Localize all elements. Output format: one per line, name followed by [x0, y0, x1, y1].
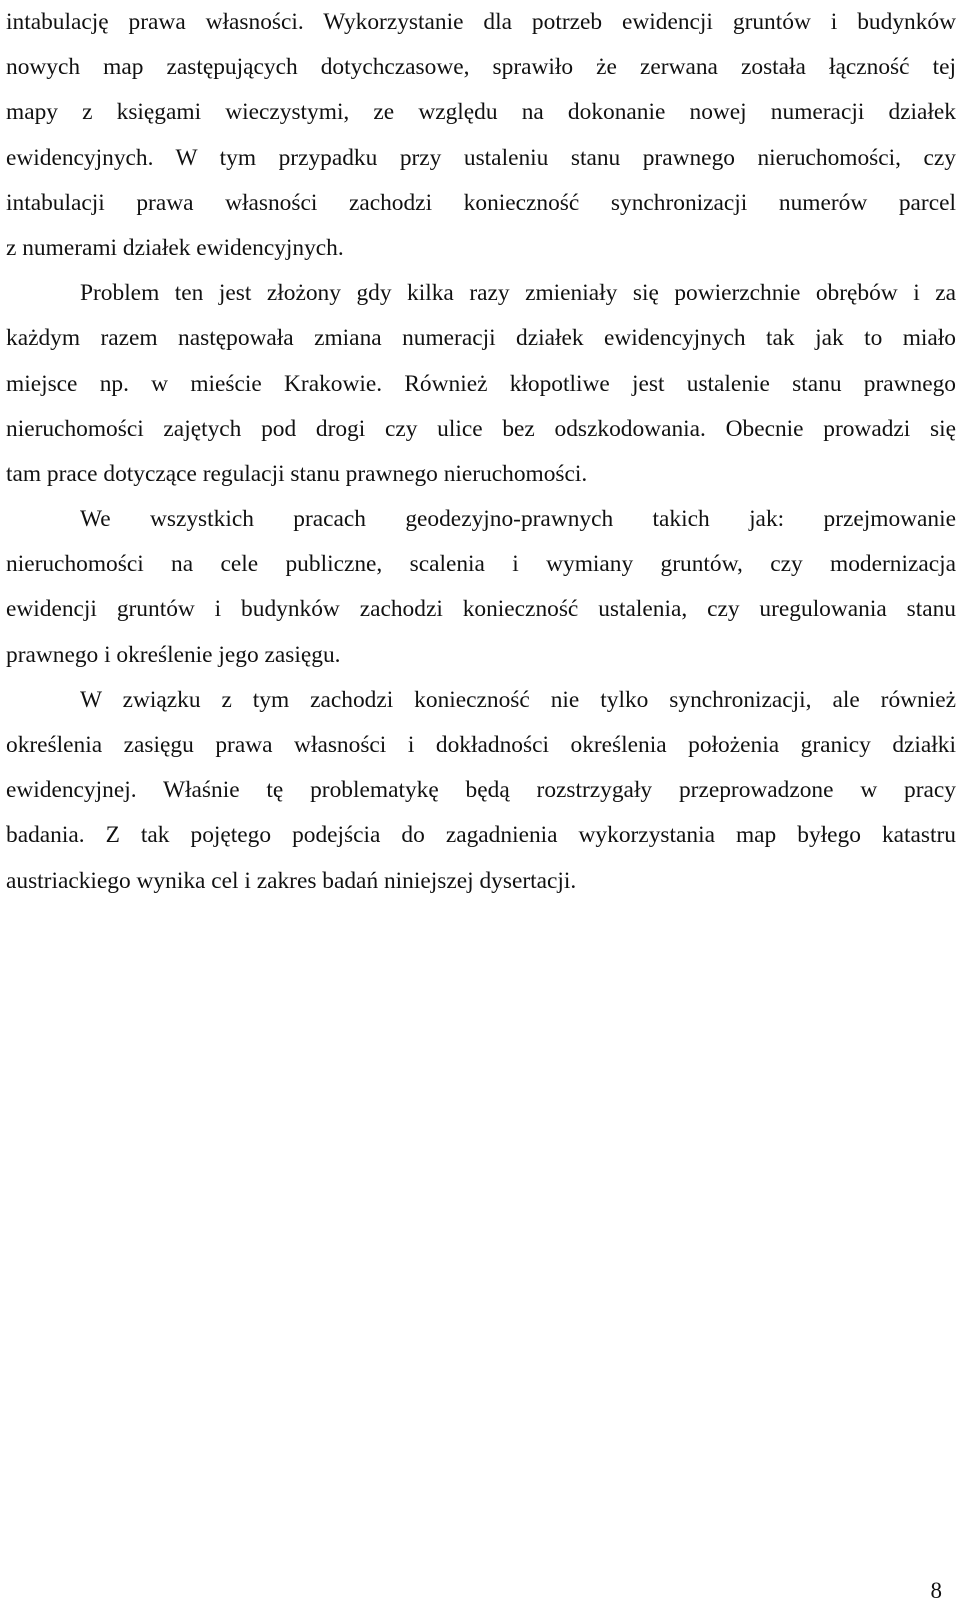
text-line: badania. Z tak pojętego podejścia do zagadnienia wykorzystania map byłego katastru	[6, 822, 956, 849]
text-line: prawnego i określenie jego zasięgu.	[6, 641, 341, 668]
text-line: We wszystkich pracach geodezyjno-prawnych takich jak: przejmowanie	[80, 506, 956, 533]
text-line: tam prace dotyczące regulacji stanu prawnego nieruchomości.	[6, 460, 588, 487]
text-line: określenia zasięgu prawa własności i dokładności określenia położenia granicy działki	[6, 732, 956, 758]
text-line: intabulację prawa własności. Wykorzystanie dla potrzeb ewidencji gruntów i budynków	[6, 9, 956, 35]
text-line: nieruchomości na cele publiczne, scalenia i wymiany gruntów, czy modernizacja	[6, 551, 956, 578]
text-line: z numerami działek ewidencyjnych.	[6, 234, 344, 261]
text-line: miejsce np. w mieście Krakowie. Również kłopotliwe jest ustalenie stanu prawnego	[6, 370, 956, 397]
text-line: nieruchomości zajętych pod drogi czy ulice bez odszkodowania. Obecnie prowadzi się	[6, 415, 956, 442]
text-line: intabulacji prawa własności zachodzi konieczność synchronizacji numerów parcel	[6, 189, 956, 216]
text-line: każdym razem następowała zmiana numeracji działek ewidencyjnych tak jak to miało	[6, 325, 956, 352]
document-body	[6, 0, 956, 904]
text-line: austriackiego wynika cel i zakres badań niniejszej dysertacji.	[6, 867, 577, 894]
text-line: Problem ten jest złożony gdy kilka razy zmieniały się powierzchnie obrębów i za	[80, 280, 956, 307]
text-line: ewidencyjnej. Właśnie tę problematykę będą rozstrzygały przeprowadzone w pracy	[6, 777, 956, 804]
text-line: ewidencji gruntów i budynków zachodzi konieczność ustalenia, czy uregulowania stanu	[6, 596, 956, 623]
text-line: mapy z księgami wieczystymi, ze względu na dokonanie nowej numeracji działek	[6, 99, 956, 126]
page-number: 8	[930, 1578, 942, 1603]
text-line: ewidencyjnych. W tym przypadku przy ustaleniu stanu prawnego nieruchomości, czy	[6, 144, 956, 171]
text-line: W związku z tym zachodzi konieczność nie tylko synchronizacji, ale również	[80, 686, 956, 713]
text-line: nowych map zastępujących dotychczasowe, sprawiło że zerwana została łączność tej	[6, 54, 956, 81]
